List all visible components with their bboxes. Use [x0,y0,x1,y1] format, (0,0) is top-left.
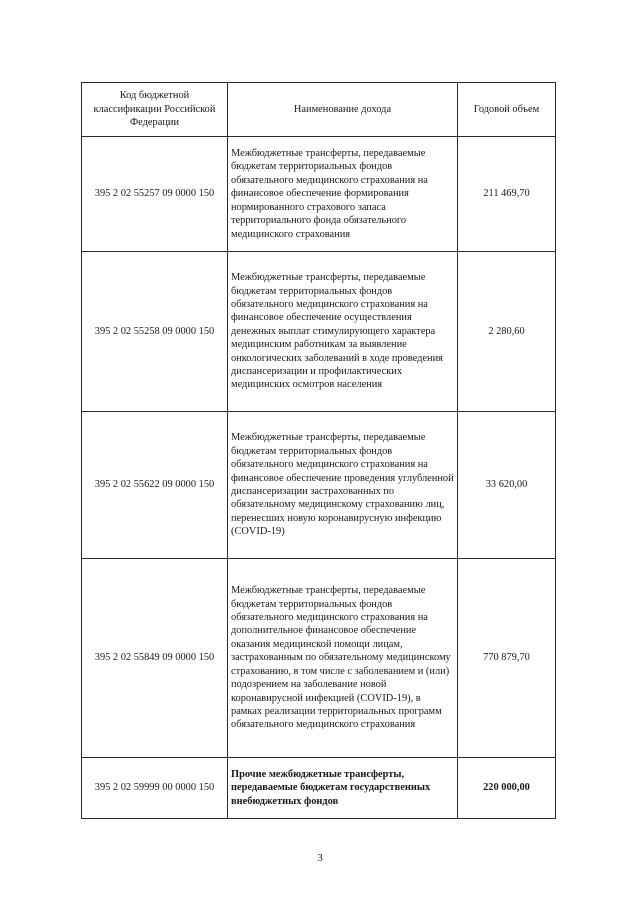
table-row [82,137,556,252]
table-row [82,252,556,412]
budget-code-cell: 395 2 02 59999 00 0000 150 [82,758,228,819]
annual-amount-cell: 220 000,00 [458,758,556,819]
revenue-name-cell: Межбюджетные трансферты, передаваемые бюджетам территориальных фондов обязательного медицинского страхования на финансовое обеспечение формирования нормированного страхового запаса территориального фонда обязательного медицинского страхования [228,137,458,252]
annual-amount-cell: 33 620,00 [458,412,556,559]
annual-amount-cell: 211 469,70 [458,137,556,252]
revenue-name-cell: Межбюджетные трансферты, передаваемые бюджетам территориальных фондов обязательного медицинского страхования на финансовое обеспечение осуществления денежных выплат стимулирующего характера медицинским работникам за выявление онкологических заболеваний в ходе проведения диспансеризации и профилактических медицинских осмотров населения [228,252,458,412]
table-row [82,758,556,819]
revenue-name-cell: Прочие межбюджетные трансферты, передаваемые бюджетам государственных внебюджетных фондов [228,758,458,819]
budget-code-cell: 395 2 02 55622 09 0000 150 [82,412,228,559]
table-header-row [82,83,556,137]
revenue-name-cell: Межбюджетные трансферты, передаваемые бюджетам территориальных фондов обязательного медицинского страхования на финансовое обеспечение проведения углубленной диспансеризации застрахованных по обязательному медицинскому страхованию лиц, перенесших новую коронавирусную инфекцию (COVID-19) [228,412,458,559]
budget-code-cell: 395 2 02 55258 09 0000 150 [82,252,228,412]
header-code: Код бюджетной классификации Российской Федерации [82,83,228,137]
annual-amount-cell: 2 280,60 [458,252,556,412]
header-name: Наименование дохода [228,83,458,137]
header-amount: Годовой объем [458,83,556,137]
table-row [82,559,556,758]
revenue-table [81,82,556,819]
page-number: 3 [317,852,323,864]
budget-code-cell: 395 2 02 55849 09 0000 150 [82,559,228,758]
table-row [82,412,556,559]
annual-amount-cell: 770 879,70 [458,559,556,758]
revenue-name-cell: Межбюджетные трансферты, передаваемые бюджетам территориальных фондов обязательного медицинского страхования на дополнительное финансовое обеспечение оказания медицинской помощи лицам, застрахованным по обязательному медицинскому страхованию, в том числе с заболеванием и (или) подозрением на заболевание новой коронавирусной инфекцией (COVID-19), в рамках реализации территориальных программ обязательного медицинского страхования [228,559,458,758]
budget-code-cell: 395 2 02 55257 09 0000 150 [82,137,228,252]
